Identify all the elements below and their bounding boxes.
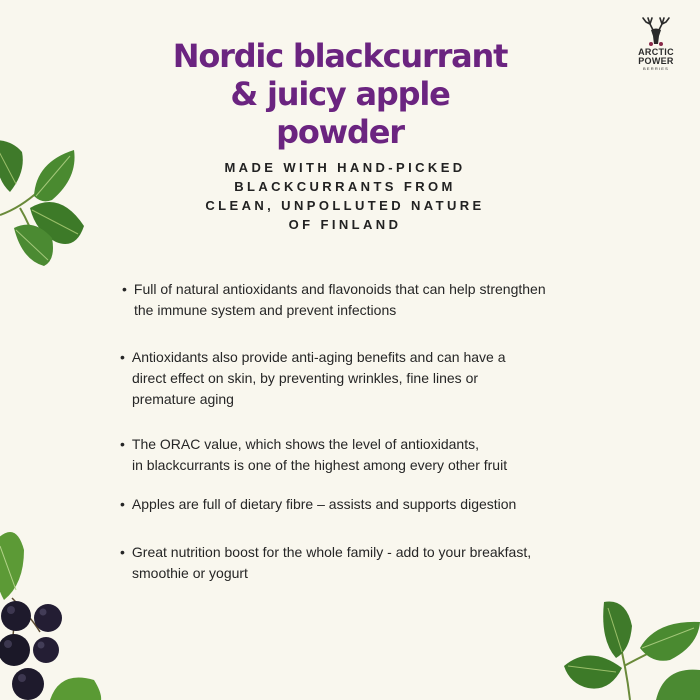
leaf-icon xyxy=(564,655,622,688)
blackcurrant-branch-illustration xyxy=(0,520,110,700)
leaf-branch-top-left-illustration xyxy=(0,130,90,275)
subtitle-line-4: OF FINLAND xyxy=(288,217,402,232)
leaf-icon xyxy=(640,622,700,661)
leaf-icon xyxy=(0,140,23,192)
list-item-text: in blackcurrants is one of the highest among every other fruit xyxy=(132,457,508,473)
title-line-3: powder xyxy=(276,113,404,151)
list-item xyxy=(120,542,531,584)
list-item-text: • Great nutrition boost for the whole family - add to your breakfast, xyxy=(120,542,531,563)
list-item-text: direct effect on skin, by preventing wrinkles, fine lines or xyxy=(132,370,479,386)
list-item-text: smoothie or yogurt xyxy=(132,565,248,581)
list-item-text: • Apples are full of dietary fibre – assists and supports digestion xyxy=(120,494,516,515)
berry-cluster-icon xyxy=(0,601,62,700)
logo-line-3: BERRIES xyxy=(643,66,669,71)
list-item-text: • Antioxidants also provide anti-aging benefits and can have a xyxy=(120,347,506,368)
list-item-text: premature aging xyxy=(132,391,234,407)
leaf-icon xyxy=(656,670,700,700)
list-item xyxy=(122,279,546,321)
title-line-1: Nordic blackcurrant xyxy=(172,37,508,75)
list-item xyxy=(120,434,507,476)
logo-line-2: POWER xyxy=(638,56,674,66)
list-item xyxy=(120,494,516,515)
list-item-text: • Full of natural antioxidants and flavonoids that can help strengthen xyxy=(122,279,546,300)
subtitle-line-2: BLACKCURRANTS FROM xyxy=(234,179,456,194)
list-item xyxy=(120,347,506,410)
logo-line-1: ARCTIC xyxy=(638,47,674,57)
subtitle-line-3: CLEAN, UNPOLLUTED NATURE xyxy=(205,198,485,213)
title-line-2: & juicy apple xyxy=(230,75,450,113)
leaf-icon xyxy=(0,532,24,600)
leaf-icon xyxy=(603,602,632,659)
leaf-branch-bottom-right-illustration xyxy=(560,596,700,700)
leaf-icon xyxy=(50,678,101,700)
subtitle-line-1: MADE WITH HAND-PICKED xyxy=(224,160,466,175)
list-item-text: • The ORAC value, which shows the level of antioxidants, xyxy=(120,434,507,455)
leaf-icon xyxy=(34,150,75,201)
list-item-text: the immune system and prevent infections xyxy=(134,302,397,318)
